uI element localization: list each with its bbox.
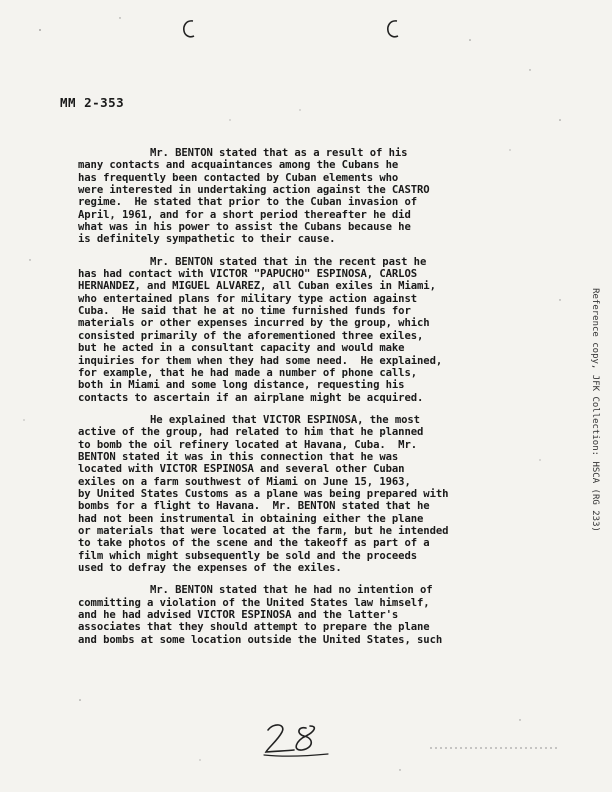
punch-holes <box>0 18 612 48</box>
text-line: Cuba. He said that he at no time furnished funds for <box>78 305 411 318</box>
paragraph-3 <box>78 414 528 574</box>
text-line: regime. He stated that prior to the Cuban invasion of <box>78 196 418 209</box>
text-line: is definitely sympathetic to their cause. <box>78 233 336 246</box>
archive-reference-text: Reference copy, JFK Collection: HSCA (RG 233) <box>590 288 600 532</box>
text-line: contacts to ascertain if an airplane might be acquired. <box>78 391 424 404</box>
text-line: to bomb the oil refinery located at Havana, Cuba. Mr. <box>78 438 418 451</box>
text-line: to take photos of the scene and the takeoff as part of a <box>78 537 430 550</box>
text-line: Mr. BENTON stated that as a result of his <box>150 147 408 159</box>
file-number: MM 2-353 <box>60 95 125 110</box>
text-line: consisted primarily of the aforementioned three exiles, <box>78 329 424 342</box>
text-line: many contacts and acquaintances among the Cubans he <box>78 159 399 172</box>
text-line: but he acted in a consultant capacity and would make <box>78 342 405 355</box>
punch-hole-left-icon <box>182 18 196 40</box>
paragraph-4 <box>78 584 528 646</box>
text-line: associates that they should attempt to prepare the plane <box>78 621 430 634</box>
text-line: were interested in undertaking action against the CASTRO <box>78 184 430 197</box>
text-line: He explained that VICTOR ESPINOSA, the most <box>150 413 420 426</box>
text-line: April, 1961, and for a short period thereafter he did <box>78 208 411 221</box>
text-line: what was in his power to assist the Cubans because he <box>78 221 411 234</box>
text-line: by United States Customs as a plane was being prepared with <box>78 487 449 500</box>
text-line: bombs for a flight to Havana. Mr. BENTON stated that he <box>78 500 430 513</box>
text-line: Mr. BENTON stated that in the recent past he <box>150 255 427 268</box>
text-line: or materials that were located at the farm, but he intended <box>78 524 449 537</box>
text-line: both in Miami and some long distance, requesting his <box>78 379 405 392</box>
text-line: has had contact with VICTOR "PAPUCHO" ESPINOSA, CARLOS <box>78 268 418 281</box>
text-line: Mr. BENTON stated that he had no intention of <box>150 584 433 597</box>
text-line: used to defray the expenses of the exiles. <box>78 562 342 574</box>
text-line: BENTON stated it was in this connection that he was <box>78 450 399 463</box>
handwritten-page-number-icon <box>262 718 332 758</box>
text-line: HERNANDEZ, and MIGUEL ALVAREZ, all Cuban exiles in Miami, <box>78 280 436 293</box>
text-line: and he had advised VICTOR ESPINOSA and the latter's <box>78 609 399 622</box>
text-line: materials or other expenses incurred by the group, which <box>78 317 430 330</box>
punch-hole-right-icon <box>386 18 400 40</box>
text-line: committing a violation of the United States law himself, <box>78 596 430 609</box>
text-line: inquiries for them when they had some need. He explained, <box>78 354 443 367</box>
text-line: had not been instrumental in obtaining either the plane <box>78 512 424 525</box>
text-line: located with VICTOR ESPINOSA and several other Cuban <box>78 463 405 476</box>
text-line: exiles on a farm southwest of Miami on June 15, 1963, <box>78 475 411 488</box>
paragraph-2 <box>78 256 528 404</box>
text-line: has frequently been contacted by Cuban elements who <box>78 171 399 184</box>
archive-reference-stamp <box>588 240 602 580</box>
body-text <box>78 147 528 656</box>
paragraph-1 <box>78 147 528 246</box>
text-line: active of the group, had related to him that he planned <box>78 426 424 439</box>
text-line: for example, that he had made a number of phone calls, <box>78 366 418 379</box>
text-line: who entertained plans for military type action against <box>78 292 418 305</box>
text-line: and bombs at some location outside the United States, such <box>78 633 443 646</box>
text-line: film which might subsequently be sold and the proceeds <box>78 549 418 562</box>
